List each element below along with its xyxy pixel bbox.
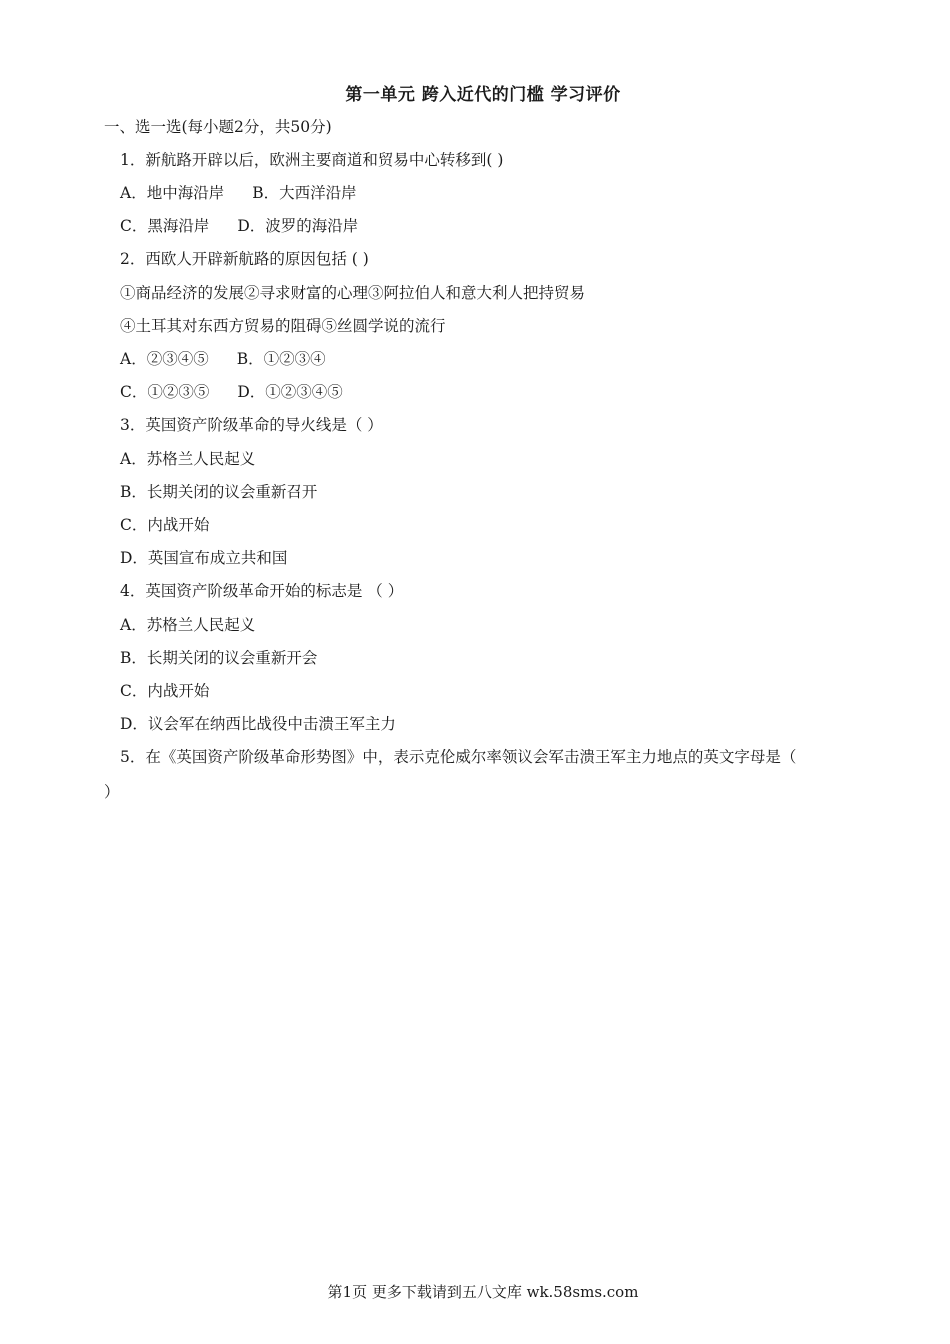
- question-4-option-a: A．苏格兰人民起义: [120, 616, 256, 634]
- question-2-option-b: B．①②③④: [236, 350, 326, 368]
- question-4-option-c: C．内战开始: [120, 682, 210, 700]
- question-1-options-cd: [120, 215, 358, 237]
- question-2-options-ab: [120, 348, 326, 370]
- question-2-items-line-1: ①商品经济的发展②寻求财富的心理③阿拉伯人和意大利人把持贸易: [120, 284, 586, 302]
- question-2-items-line-2: ④土耳其对东西方贸易的阻碍⑤丝圆学说的流行: [120, 317, 446, 335]
- question-4-option-d: D．议会军在纳西比战役中击溃王军主力: [120, 715, 396, 733]
- page-footer: 第1页 更多下载请到五八文库 wk.58sms.com: [327, 1283, 639, 1301]
- question-1-option-b: B．大西洋沿岸: [252, 184, 357, 202]
- question-4-stem: 4．英国资产阶级革命开始的标志是 （ ）: [120, 582, 404, 600]
- section-heading: 一、选一选(每小题2分，共50分): [104, 118, 332, 136]
- question-3-option-b: B．长期关闭的议会重新召开: [120, 483, 318, 501]
- question-1-options-ab: [120, 182, 357, 204]
- question-1-option-a: A．地中海沿岸: [120, 184, 225, 202]
- question-3-stem: 3．英国资产阶级革命的导火线是（ ）: [120, 416, 383, 434]
- question-2-stem: 2．西欧人开辟新航路的原因包括 ( ): [120, 250, 369, 268]
- question-2-option-c: C．①②③⑤: [120, 383, 210, 401]
- question-3-option-d: D．英国宣布成立共和国: [120, 549, 288, 567]
- question-2-option-d: D．①②③④⑤: [237, 383, 343, 401]
- question-4-option-b: B．长期关闭的议会重新开会: [120, 649, 318, 667]
- question-2-options-cd: [120, 381, 343, 403]
- question-1-option-d: D．波罗的海沿岸: [237, 217, 359, 235]
- question-1-stem: 1．新航路开辟以后，欧洲主要商道和贸易中心转移到( ): [120, 151, 504, 169]
- question-5-stem: 5．在《英国资产阶级革命形势图》中，表示克伦威尔率领议会军击溃王军主力地点的英文字母是（: [120, 748, 797, 766]
- document-title: 第一单元 跨入近代的门槛 学习评价: [345, 85, 621, 105]
- question-3-option-c: C．内战开始: [120, 516, 210, 534]
- question-5-stem-continued: ）: [104, 783, 120, 801]
- question-3-option-a: A．苏格兰人民起义: [120, 450, 256, 468]
- question-1-option-c: C．黑海沿岸: [120, 217, 210, 235]
- question-2-option-a: A．②③④⑤: [120, 350, 209, 368]
